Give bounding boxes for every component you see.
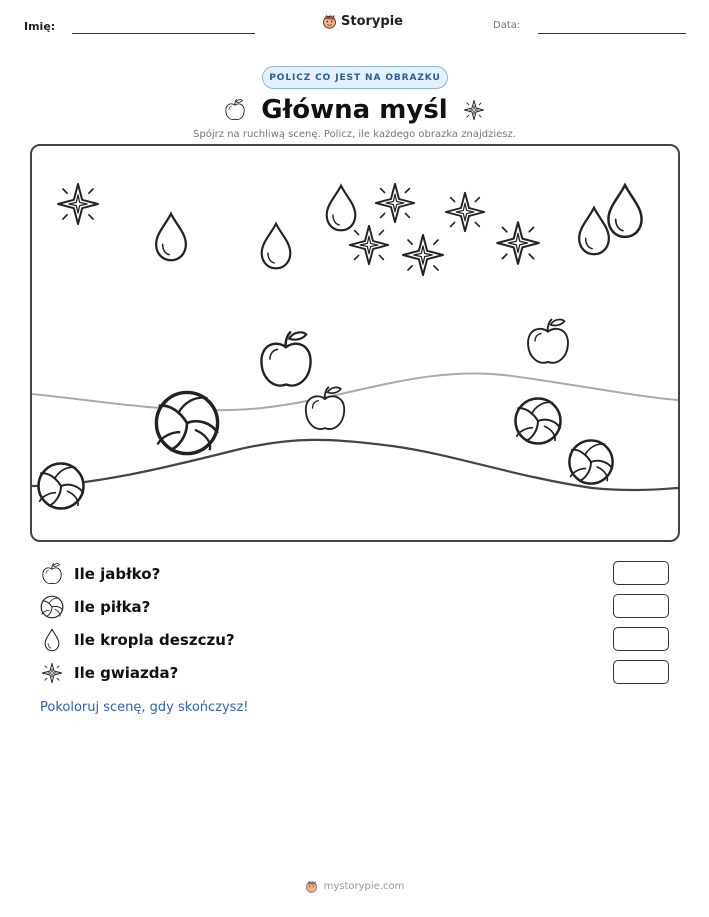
raindrop-icon — [40, 628, 64, 652]
answer-box-star[interactable] — [613, 660, 669, 684]
scene-raindrop — [156, 214, 186, 260]
footer-url: mystorypie.com — [323, 881, 405, 892]
date-field-line[interactable] — [538, 33, 686, 34]
scene-volleyball — [156, 392, 217, 453]
question-row-apple — [40, 561, 670, 587]
scene-apple — [261, 332, 310, 385]
question-row-ball — [40, 594, 670, 620]
sparkle-star-icon — [40, 661, 64, 685]
scene-raindrop — [262, 224, 291, 269]
instruction-pill: POLICZ CO JEST NA OBRAZKU — [262, 66, 448, 89]
volleyball-icon — [40, 595, 64, 619]
sparkle-star-icon — [462, 98, 486, 122]
scene-canvas — [32, 146, 678, 540]
name-field-line[interactable] — [72, 33, 255, 34]
name-label: Imię: — [24, 20, 56, 33]
storypie-mascot-icon — [305, 880, 318, 893]
scene-raindrop — [608, 185, 641, 237]
answer-box-ball[interactable] — [613, 594, 669, 618]
scene-apple — [528, 319, 568, 362]
brand-logo — [322, 14, 403, 29]
question-row-raindrop — [40, 627, 670, 653]
scene-star — [446, 193, 484, 231]
question-text: Ile gwiazda? — [74, 664, 179, 682]
answer-box-apple[interactable] — [613, 561, 669, 585]
page-subtitle: Spójrz na ruchliwą scenę. Policz, ile każdego obrazka znajdziesz. — [193, 129, 516, 140]
scene-volleyball — [516, 399, 561, 444]
brand-name: Storypie — [341, 14, 403, 29]
scene-star — [58, 184, 98, 224]
storypie-mascot-icon — [322, 14, 337, 29]
apple-icon — [40, 562, 64, 586]
scene-raindrop — [327, 186, 356, 231]
footer — [0, 880, 709, 893]
date-label: Data: — [493, 20, 521, 31]
scene-star — [403, 235, 443, 275]
scene-volleyball — [39, 464, 84, 509]
coloring-instruction: Pokoloruj scenę, gdy skończysz! — [40, 700, 249, 715]
title-row — [0, 92, 709, 128]
scene-star — [350, 226, 388, 264]
question-text: Ile kropla deszczu? — [74, 631, 235, 649]
scene-star — [376, 184, 414, 222]
scene-raindrop — [579, 208, 609, 254]
scene-star — [497, 222, 539, 264]
question-text: Ile jabłko? — [74, 565, 161, 583]
apple-icon — [223, 98, 247, 122]
answer-box-raindrop[interactable] — [613, 627, 669, 651]
question-text: Ile piłka? — [74, 598, 151, 616]
counting-scene — [30, 144, 680, 542]
scene-volleyball — [569, 440, 612, 483]
question-row-star — [40, 660, 670, 686]
page-title: Główna myśl — [261, 95, 448, 125]
